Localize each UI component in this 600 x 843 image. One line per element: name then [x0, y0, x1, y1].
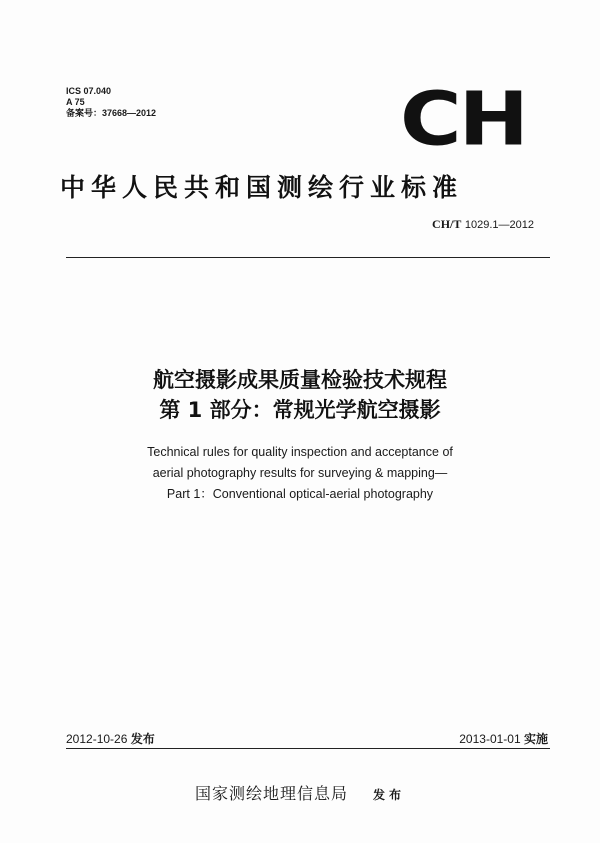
standard-code-number: 1029.1—2012	[464, 219, 534, 231]
publisher-org: 国家测绘地理信息局	[194, 784, 348, 803]
record-number: 备案号：37668—2012	[66, 108, 157, 118]
issue-date-block	[66, 730, 155, 747]
standard-type-heading: 中华人民共和国测绘行业标准	[60, 173, 464, 202]
issue-date: 2012-10-26	[66, 732, 128, 746]
standard-code	[432, 217, 534, 232]
class-code: A 75	[66, 97, 85, 107]
english-title-line-2: aerial photography results for surveying & mapping—	[152, 466, 448, 480]
effective-date: 2013-01-01	[459, 732, 521, 746]
top-divider	[66, 257, 550, 258]
chinese-title	[0, 365, 600, 425]
issue-label: 发布	[130, 732, 155, 746]
english-title-line-1: Technical rules for quality inspection and acceptance of	[147, 445, 453, 459]
chinese-title-line-1: 航空摄影成果质量检验技术规程	[153, 368, 447, 392]
english-title	[0, 442, 600, 505]
effective-date-block	[459, 730, 548, 747]
ch-logo: CH	[400, 75, 526, 163]
ics-code: ICS 07.040	[66, 86, 112, 96]
bottom-divider	[66, 748, 550, 749]
publisher-block	[0, 781, 600, 804]
standard-code-prefix: CH/T	[432, 217, 462, 231]
chinese-title-line-2: 第 1 部分：常规光学航空摄影	[159, 398, 441, 422]
effective-label: 实施	[523, 732, 548, 746]
publisher-action: 发布	[373, 788, 406, 802]
english-title-line-3: Part 1：Conventional optical-aerial photography	[166, 487, 434, 501]
classification-block	[66, 86, 156, 119]
